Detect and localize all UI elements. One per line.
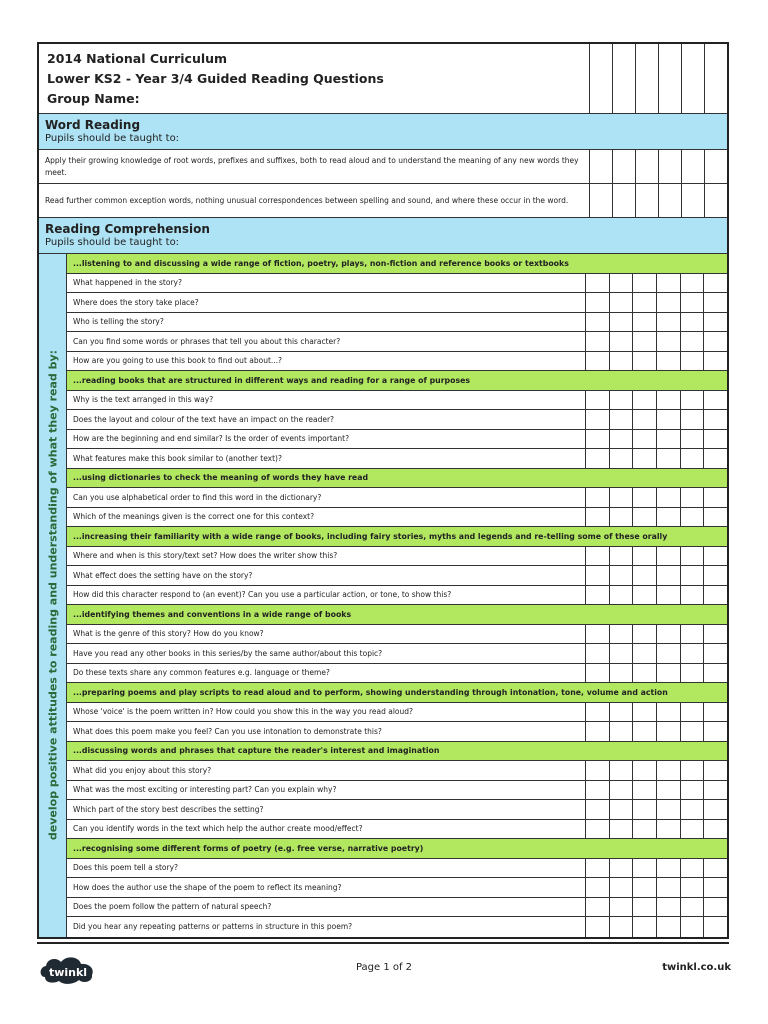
checkbox-cell[interactable] (585, 761, 609, 780)
checkbox-cell[interactable] (632, 332, 656, 351)
checkbox-cell[interactable] (632, 722, 656, 741)
checkbox-cell[interactable] (704, 150, 727, 183)
question-text: How are you going to use this book to find out about...? (73, 356, 283, 366)
question-row (67, 761, 727, 781)
checkbox-cell[interactable] (656, 430, 680, 449)
checkbox-cell[interactable] (609, 644, 633, 663)
question-text: Can you identify words in the text which help the author create mood/effect? (73, 824, 363, 834)
checkbox-cell[interactable] (656, 332, 680, 351)
checkbox-cell[interactable] (609, 449, 633, 468)
question-text: What happened in the story? (73, 278, 182, 288)
checkbox-cell[interactable] (656, 410, 680, 429)
checkbox-cell[interactable] (656, 488, 680, 507)
checkbox-cell[interactable] (589, 184, 612, 217)
checkbox-cell[interactable] (704, 184, 727, 217)
checkbox-cell[interactable] (609, 703, 633, 722)
checkbox-cell[interactable] (680, 878, 704, 897)
checkbox-cell[interactable] (656, 664, 680, 683)
checkbox-cell[interactable] (585, 274, 609, 293)
checkbox-cell[interactable] (681, 150, 704, 183)
checkbox-cell[interactable] (609, 410, 633, 429)
question-text: What did you enjoy about this story? (73, 765, 212, 775)
checkbox-cell[interactable] (656, 508, 680, 527)
question-text: How does the author use the shape of the poem to reflect its meaning? (73, 882, 342, 892)
checkbox-cell[interactable] (680, 722, 704, 741)
checkbox-cell[interactable] (635, 150, 658, 183)
group-heading-row (67, 254, 727, 274)
checkbox-cell[interactable] (703, 547, 727, 566)
question-row (67, 703, 727, 723)
checkbox-cell[interactable] (656, 781, 680, 800)
checkbox-cell[interactable] (658, 150, 681, 183)
checkbox-cell[interactable] (585, 820, 609, 839)
checkbox-cell[interactable] (656, 566, 680, 585)
group-heading-row (67, 527, 727, 547)
question-row (67, 625, 727, 645)
checkbox-cell[interactable] (585, 703, 609, 722)
checkbox-cell[interactable] (656, 722, 680, 741)
question-row (67, 508, 727, 528)
checkbox-cell[interactable] (632, 410, 656, 429)
checkbox-cell[interactable] (609, 508, 633, 527)
checkbox-cell[interactable] (703, 410, 727, 429)
group-heading-row (67, 605, 727, 625)
checkbox-cell[interactable] (585, 566, 609, 585)
checkbox-cell[interactable] (656, 547, 680, 566)
checkbox-cell[interactable] (703, 722, 727, 741)
checkbox-cell[interactable] (609, 625, 633, 644)
checkbox-cell[interactable] (632, 508, 656, 527)
group-heading-row (67, 683, 727, 703)
checkbox-cell[interactable] (703, 391, 727, 410)
comprehension-rows (67, 254, 727, 937)
checkbox-cell[interactable] (680, 332, 704, 351)
group-heading: ...reading books that are structured in different ways and reading for a range of purposes (73, 375, 471, 385)
word-reading-header (39, 114, 727, 150)
checkbox-cell[interactable] (585, 878, 609, 897)
checkbox-cell[interactable] (585, 293, 609, 312)
checkbox-cell[interactable] (609, 898, 633, 917)
checkbox-cell[interactable] (609, 566, 633, 585)
checkbox-cell[interactable] (656, 391, 680, 410)
group-heading-row (67, 371, 727, 391)
checkbox-cell[interactable] (609, 293, 633, 312)
logo-wordmark: twinkl (48, 966, 88, 979)
checkbox-cell[interactable] (656, 761, 680, 780)
checkbox-cell[interactable] (680, 898, 704, 917)
question-text: Whose 'voice' is the poem written in? How could you show this in the way you read aloud? (73, 707, 413, 717)
checkbox-cell[interactable] (632, 781, 656, 800)
checkbox-cell[interactable] (609, 761, 633, 780)
checkbox-cell[interactable] (609, 547, 633, 566)
checkbox-cell[interactable] (680, 293, 704, 312)
checkbox-cell[interactable] (680, 488, 704, 507)
checkbox-cell[interactable] (680, 410, 704, 429)
question-text: How did this character respond to (an event)? Can you use a particular action, or tone, to show this? (73, 590, 452, 600)
question-text: Who is telling the story? (73, 317, 164, 327)
document-title: Lower KS2 - Year 3/4 Guided Reading Questions (47, 70, 384, 86)
checkbox-cell[interactable] (656, 859, 680, 878)
question-row (67, 293, 727, 313)
checkbox-cell[interactable] (609, 781, 633, 800)
checkbox-cell[interactable] (632, 859, 656, 878)
checkbox-cell[interactable] (589, 150, 612, 183)
question-text: Does the layout and colour of the text have an impact on the reader? (73, 414, 335, 424)
checkbox-cell[interactable] (703, 644, 727, 663)
question-row (67, 410, 727, 430)
checkbox-cell[interactable] (609, 820, 633, 839)
question-text: Can you find some words or phrases that tell you about this character? (73, 336, 341, 346)
question-row (67, 449, 727, 469)
checkbox-cell[interactable] (703, 449, 727, 468)
checkbox-cell[interactable] (635, 184, 658, 217)
checkbox-cell[interactable] (703, 430, 727, 449)
question-row (67, 586, 727, 606)
checkbox-cell[interactable] (656, 644, 680, 663)
checkbox-cell[interactable] (656, 800, 680, 819)
side-label: develop positive attitudes to reading and understanding of what they read by: (46, 350, 59, 841)
question-row (67, 644, 727, 664)
checkbox-cell[interactable] (656, 449, 680, 468)
question-row (67, 898, 727, 918)
check-cells (589, 44, 727, 113)
checkbox-cell[interactable] (680, 566, 704, 585)
checkbox-cell[interactable] (680, 449, 704, 468)
checkbox-cell[interactable] (703, 332, 727, 351)
checkbox-cell[interactable] (658, 184, 681, 217)
checkbox-cell[interactable] (585, 391, 609, 410)
page-number: Page 1 of 2 (355, 962, 413, 973)
checkbox-cell[interactable] (681, 184, 704, 217)
checkbox-cell[interactable] (585, 664, 609, 683)
checkbox-cell[interactable] (632, 800, 656, 819)
checkbox-cell[interactable] (609, 859, 633, 878)
reading-comprehension-subtitle: Pupils should be taught to: (45, 237, 180, 248)
question-row (67, 781, 727, 801)
reading-comprehension-title: Reading Comprehension (45, 222, 210, 236)
question-text: Which part of the story best describes the setting? (73, 804, 264, 814)
question-row (67, 664, 727, 684)
checkbox-cell[interactable] (609, 586, 633, 605)
checkbox-cell[interactable] (632, 449, 656, 468)
checkbox-cell[interactable] (703, 703, 727, 722)
checkbox-cell[interactable] (609, 800, 633, 819)
checkbox-cell[interactable] (632, 391, 656, 410)
group-heading: ...increasing their familiarity with a wide range of books, including fairy stories, myths and legends and re-telling some of these orally (73, 531, 668, 541)
checkbox-cell[interactable] (703, 800, 727, 819)
question-row (67, 566, 727, 586)
checkbox-cell[interactable] (585, 859, 609, 878)
question-row (67, 391, 727, 411)
group-heading: ...preparing poems and play scripts to read aloud and to perform, showing understanding through intonation, tone, volume and action (73, 687, 668, 697)
checkbox-cell[interactable] (609, 430, 633, 449)
checkbox-cell[interactable] (612, 184, 635, 217)
checkbox-cell[interactable] (632, 664, 656, 683)
checkbox-cell[interactable] (609, 391, 633, 410)
footer-divider (37, 942, 729, 944)
checkbox-cell[interactable] (585, 410, 609, 429)
checkbox-cell[interactable] (703, 761, 727, 780)
checkbox-cell[interactable] (632, 625, 656, 644)
checkbox-cell[interactable] (680, 586, 704, 605)
checkbox-cell[interactable] (703, 274, 727, 293)
checkbox-cell[interactable] (632, 566, 656, 585)
checkbox-cell[interactable] (632, 547, 656, 566)
checkbox-cell[interactable] (609, 664, 633, 683)
checkbox-cell[interactable] (680, 664, 704, 683)
question-text: Which of the meanings given is the correct one for this context? (73, 512, 315, 522)
question-row (67, 488, 727, 508)
question-text: What effect does the setting have on the story? (73, 570, 253, 580)
question-row (67, 274, 727, 294)
question-text: Have you read any other books in this series/by the same author/about this topic? (73, 648, 383, 658)
checkbox-cell[interactable] (585, 313, 609, 332)
question-text: How are the beginning and end similar? Is the order of events important? (73, 434, 350, 444)
checkbox-cell[interactable] (585, 352, 609, 371)
word-reading-subtitle: Pupils should be taught to: (45, 133, 180, 144)
checkbox-cell[interactable] (632, 488, 656, 507)
checkbox-cell[interactable] (656, 917, 680, 937)
checkbox-cell[interactable] (680, 391, 704, 410)
checkbox-cell[interactable] (680, 917, 704, 937)
checkbox-cell[interactable] (609, 722, 633, 741)
checkbox-cell[interactable] (703, 566, 727, 585)
checkbox-cell[interactable] (703, 313, 727, 332)
question-row (67, 352, 727, 372)
checkbox-cell[interactable] (585, 332, 609, 351)
question-text: Why is the text arranged in this way? (73, 395, 214, 405)
checkbox-cell[interactable] (632, 878, 656, 897)
checkbox-cell[interactable] (632, 352, 656, 371)
side-label-column (39, 254, 67, 937)
checkbox-cell[interactable] (656, 703, 680, 722)
checkbox-cell[interactable] (680, 859, 704, 878)
question-text: Does this poem tell a story? (73, 863, 179, 873)
group-heading: ...listening to and discussing a wide range of fiction, poetry, plays, non-fiction and reference books or textbooks (73, 258, 569, 268)
checkbox-cell[interactable] (632, 274, 656, 293)
checkbox-cell[interactable] (703, 878, 727, 897)
checkbox-cell[interactable] (680, 820, 704, 839)
checkbox-cell[interactable] (632, 293, 656, 312)
question-text: What features make this book similar to (another text)? (73, 453, 282, 463)
checkbox-cell[interactable] (656, 586, 680, 605)
question-row (67, 820, 727, 840)
checkbox-cell[interactable] (612, 150, 635, 183)
question-text: Where and when is this story/text set? How does the writer show this? (73, 551, 338, 561)
checkbox-cell[interactable] (632, 430, 656, 449)
checkbox-cell[interactable] (585, 781, 609, 800)
checkbox-cell[interactable] (680, 313, 704, 332)
checkbox-cell[interactable] (680, 625, 704, 644)
curriculum-title: 2014 National Curriculum (47, 50, 228, 66)
checkbox-cell[interactable] (703, 917, 727, 937)
checkbox-cell[interactable] (656, 625, 680, 644)
header-row (39, 44, 727, 114)
checkbox-cell[interactable] (585, 800, 609, 819)
word-reading-item: Read further common exception words, nothing unusual correspondences between spelling and sound, and where these occur in the word. (39, 184, 727, 218)
checkbox-cell[interactable] (656, 352, 680, 371)
question-row (67, 917, 727, 937)
question-row (67, 800, 727, 820)
checkbox-cell[interactable] (680, 800, 704, 819)
checkbox-cell[interactable] (585, 644, 609, 663)
checkbox-cell[interactable] (585, 898, 609, 917)
checkbox-cell[interactable] (680, 761, 704, 780)
question-text: Can you use alphabetical order to find this word in the dictionary? (73, 492, 322, 502)
checkbox-cell[interactable] (680, 508, 704, 527)
question-row (67, 430, 727, 450)
group-heading: ...identifying themes and conventions in a wide range of books (73, 609, 352, 619)
checkbox-cell[interactable] (609, 878, 633, 897)
checkbox-cell[interactable] (585, 722, 609, 741)
checkbox-cell[interactable] (632, 761, 656, 780)
checkbox-cell[interactable] (585, 508, 609, 527)
question-text: Does the poem follow the pattern of natural speech? (73, 902, 272, 912)
checkbox-cell[interactable] (609, 352, 633, 371)
checkbox-cell[interactable] (585, 488, 609, 507)
checkbox-cell[interactable] (632, 586, 656, 605)
checkbox-cell[interactable] (632, 644, 656, 663)
checkbox-cell[interactable] (656, 820, 680, 839)
checkbox-cell[interactable] (703, 664, 727, 683)
checkbox-cell[interactable] (680, 644, 704, 663)
checkbox-cell[interactable] (680, 430, 704, 449)
checkbox-cell[interactable] (609, 274, 633, 293)
checkbox-cell[interactable] (585, 430, 609, 449)
checkbox-cell[interactable] (680, 703, 704, 722)
question-text: What does this poem make you feel? Can you use intonation to demonstrate this? (73, 726, 382, 736)
group-heading-row (67, 839, 727, 859)
checkbox-cell[interactable] (609, 313, 633, 332)
checkbox-cell[interactable] (585, 625, 609, 644)
question-row (67, 332, 727, 352)
question-row (67, 547, 727, 567)
checkbox-cell[interactable] (609, 488, 633, 507)
checkbox-cell[interactable] (585, 917, 609, 937)
checkbox-cell[interactable] (632, 917, 656, 937)
comprehension-body (39, 254, 727, 937)
checkbox-cell[interactable] (703, 820, 727, 839)
checkbox-cell[interactable] (609, 332, 633, 351)
question-text: Do these texts share any common features e.g. language or theme? (73, 668, 330, 678)
group-heading-row (67, 469, 727, 489)
checkbox-cell[interactable] (703, 488, 727, 507)
word-reading-title: Word Reading (45, 118, 141, 132)
group-heading: ...using dictionaries to check the meaning of words they have read (73, 473, 369, 483)
question-row (67, 878, 727, 898)
checkbox-cell[interactable] (703, 293, 727, 312)
checkbox-cell[interactable] (585, 586, 609, 605)
question-row (67, 313, 727, 333)
checkbox-cell[interactable] (632, 703, 656, 722)
group-heading-row (67, 742, 727, 762)
question-text: What was the most exciting or interesting part? Can you explain why? (73, 785, 337, 795)
checkbox-cell[interactable] (680, 352, 704, 371)
checkbox-cell[interactable] (656, 313, 680, 332)
checkbox-cell[interactable] (680, 781, 704, 800)
checkbox-cell[interactable] (656, 274, 680, 293)
question-row (67, 859, 727, 879)
reading-comprehension-header (39, 218, 727, 254)
checkbox-cell[interactable] (680, 547, 704, 566)
checklist-sheet (37, 42, 729, 939)
group-name-label: Group Name: (47, 90, 140, 106)
checkbox-cell[interactable] (656, 898, 680, 917)
checkbox-cell[interactable] (703, 352, 727, 371)
question-text: What is the genre of this story? How do you know? (73, 629, 264, 639)
question-text: Did you hear any repeating patterns or patterns in structure in this poem? (73, 922, 353, 932)
checkbox-cell[interactable] (703, 898, 727, 917)
checkbox-cell[interactable] (680, 274, 704, 293)
word-reading-item: Apply their growing knowledge of root words, prefixes and suffixes, both to read aloud and to understand the meaning of any new words they meet. (39, 150, 727, 184)
checkbox-cell[interactable] (585, 547, 609, 566)
group-heading: ...discussing words and phrases that capture the reader's interest and imagination (73, 746, 440, 756)
checkbox-cell[interactable] (585, 449, 609, 468)
checkbox-cell[interactable] (703, 859, 727, 878)
checkbox-cell[interactable] (632, 898, 656, 917)
question-row (67, 722, 727, 742)
checkbox-cell[interactable] (656, 878, 680, 897)
site-url[interactable]: twinkl.co.uk (662, 962, 731, 973)
checkbox-cell[interactable] (632, 313, 656, 332)
checkbox-cell[interactable] (632, 820, 656, 839)
checkbox-cell[interactable] (703, 781, 727, 800)
group-heading: ...recognising some different forms of poetry (e.g. free verse, narrative poetry) (73, 843, 424, 853)
question-text: Where does the story take place? (73, 297, 199, 307)
checkbox-cell[interactable] (703, 508, 727, 527)
checkbox-cell[interactable] (703, 586, 727, 605)
checkbox-cell[interactable] (703, 625, 727, 644)
checkbox-cell[interactable] (609, 917, 633, 937)
checkbox-cell[interactable] (656, 293, 680, 312)
